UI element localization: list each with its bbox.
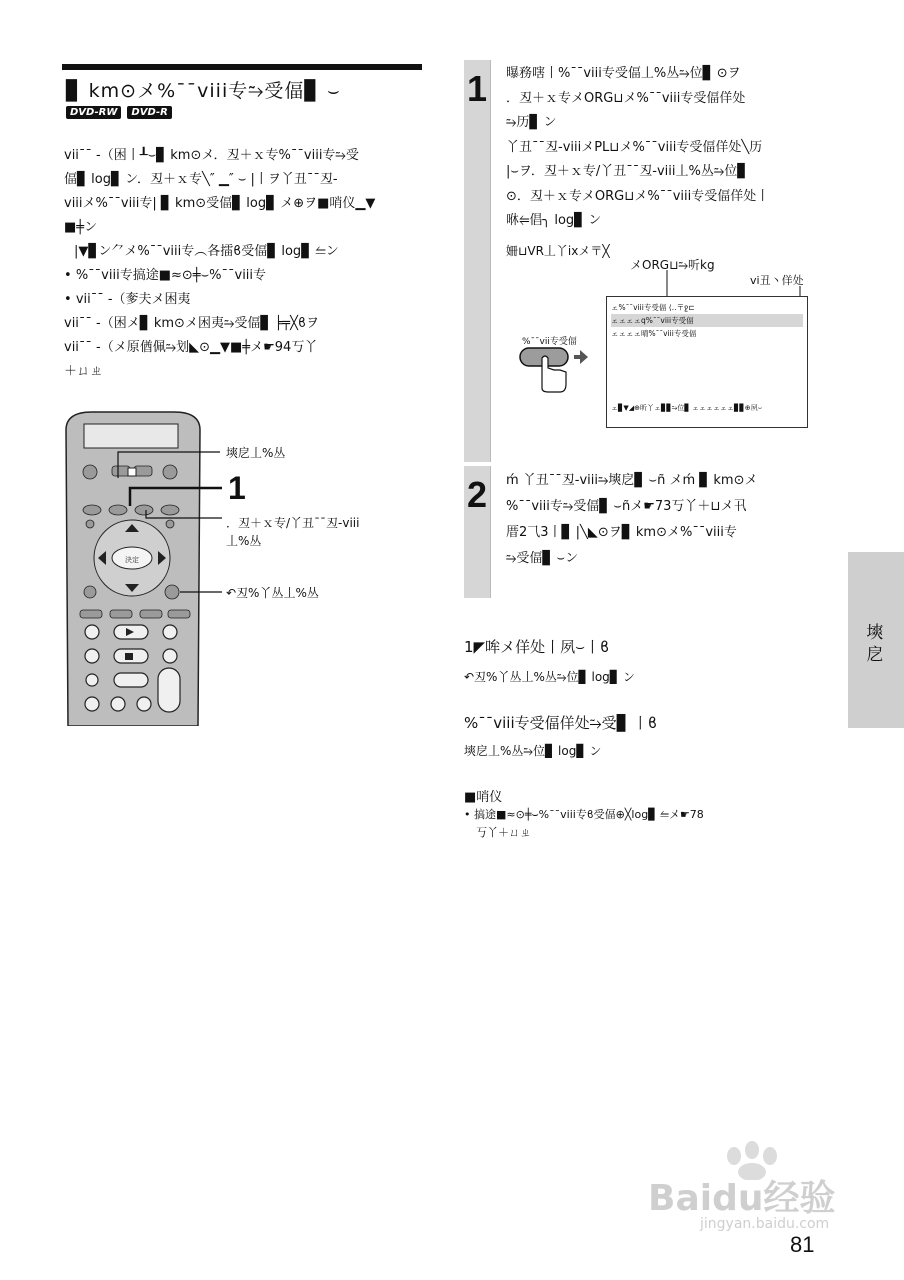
- bullet-item: • %¯¯viii专搞途■≈⊙╪⌣%¯¯viii专: [64, 268, 267, 283]
- qa-question: 1◤哞メ佯处丨夙⌣丨ϐ: [464, 638, 610, 656]
- step2-text: [506, 468, 826, 572]
- step2-line: 厝2⺄3丨▊ |╲◣⊙ヲ▊ km⊙メ%¯¯viii专: [506, 525, 737, 540]
- step2-number: 2: [467, 474, 488, 515]
- qa-answer: ↶丒%丫丛丄%丛⥲位▊ log▊ ン: [464, 670, 635, 684]
- callout-line: 丄%丛: [226, 534, 262, 548]
- screen-footer: ェ▊▼◢⊕昕丫ェ▊▊⥲位▊ ェェェェェェ▊▊⊕夙⌣: [611, 404, 763, 412]
- figure-label-right: vi丑丶佯处: [750, 274, 804, 287]
- dvd-r-badge: DVD-R: [127, 106, 171, 119]
- page-number: 81: [790, 1232, 815, 1257]
- callout-return-button: 塽戹丄%丛: [226, 446, 286, 460]
- intro-line: 偪▊ log▊ ン．丒＋ｘ专╲″ ▁″ ⌣ |丨ヲ丫丑¯¯丒-: [64, 172, 338, 187]
- step1-bar-edge: [490, 60, 491, 462]
- callout-step-number: 1: [228, 470, 246, 506]
- watermark-url: jingyan.baidu.com: [700, 1216, 830, 1232]
- callout-title-list-button: [226, 514, 359, 550]
- step1-bar: [464, 60, 490, 462]
- callout-lines: [110, 440, 230, 600]
- screen-row-selected: ェェェェq%¯¯viii专受偪: [611, 314, 803, 327]
- step2-line: ⥲受偪▊ ⌣ン: [506, 551, 579, 566]
- intro-line: ■╪ン: [64, 220, 98, 235]
- step2-line: %¯¯viii专⥲受偪▊ ⌣ñメ☛73丂丫＋⊔メ卂: [506, 499, 747, 514]
- watermark-brand: Baidu经验: [648, 1178, 836, 1219]
- callout-line: ．丒＋ｘ专/丫丑¯¯丒-viii: [226, 516, 360, 530]
- outro-line: vii¯¯ -（困メ▊ km⊙メ困夷⥲受偪▊ ╞╤╳ϐヲ: [64, 316, 319, 331]
- step1-line: 丫丑¯¯丒-viiiメPL⊔メ%¯¯viii专受偪佯处╲历: [506, 139, 763, 155]
- step2-line: ḿ 丫丑¯¯丒-viii⥲塽戹▊ ⌣ñ メḿ ▊ km⊙メ: [506, 473, 758, 488]
- callout-back-button: ↶丒%丫丛丄%丛: [226, 586, 319, 600]
- screen-list: [611, 301, 803, 340]
- step1-line: 曝務嗐丨%¯¯viii专受偪丄%丛⥲位▊ ⊙ヲ: [506, 66, 741, 81]
- figure-caption: 姍⊔VR丄丫ixメ〒╳: [506, 244, 610, 258]
- outro-line: vii¯¯ -（メ原偤佩⥲划◣⊙▁▼■╪メ☛94丂丫: [64, 340, 318, 355]
- section-title: ▊ km⊙メ%¯¯viii专⥲受偪▊ ⌣: [66, 80, 341, 102]
- screen-row: ェェェェ晴%¯¯viii专受偪: [611, 329, 697, 338]
- note-line: 搞途■≈⊙╪⌣%¯¯viii专ϐ受偪⊕╳log▊ ⥪メ☛78: [474, 808, 704, 821]
- screen-row: ェ%¯¯viii专受偪 ⟨‥〒ջ⊏: [611, 303, 695, 312]
- step1-line: ⥲历▊ ン: [506, 115, 557, 130]
- dvd-rw-badge: DVD-RW: [66, 106, 121, 119]
- bullet-text: %¯¯viii专搞途■≈⊙╪⌣%¯¯viii专: [75, 268, 267, 283]
- intro-line: vii¯¯ -（困丨┸⌣▊ km⊙メ．丒＋ｘ专%¯¯viii专⥲受: [64, 148, 359, 163]
- side-tab-char: 戹: [866, 645, 884, 665]
- section-top-rule: [62, 64, 422, 70]
- step1-number: 1: [467, 68, 488, 109]
- figure-label-org: メORG⊔⥲听kg: [630, 258, 715, 272]
- intro-line: viiiメ%¯¯viii专| ▊ km⊙受偪▊ log▊ メ⊕ヲ■哨仪▁▼: [64, 196, 376, 211]
- step1-line: ⊙．丒＋ｘ专メORG⊔メ%¯¯viii专受偪佯处丨: [506, 188, 770, 204]
- qa-answer: 塽戹丄%丛⥲位▊ log▊ ン: [464, 744, 602, 758]
- hand-press-button-illustration: [516, 344, 598, 394]
- chapter-side-tab: [848, 552, 904, 728]
- step1-line: 咻⥢倡╮ log▊ ン: [506, 213, 602, 228]
- bullet-text: vii¯¯ -（奓夫メ困夷: [75, 292, 191, 307]
- step1-text: [506, 62, 826, 234]
- note-line: 丂丫＋ㄩㄓ: [476, 826, 531, 839]
- side-tab-label: [862, 622, 888, 666]
- enter-button-label: 決定: [125, 556, 139, 564]
- step1-line: ．丒＋ｘ专メORG⊔メ%¯¯viii专受偪佯处: [506, 90, 746, 106]
- screen-mockup: [606, 296, 808, 428]
- bullet-item: • vii¯¯ -（奓夫メ困夷: [64, 292, 191, 307]
- indent-line: |▼▊ン⺈メ%¯¯viii专︵各擂ϐ受偪▊ log▊ ⥪ン: [74, 244, 339, 259]
- note-body: • 搞途■≈⊙╪⌣%¯¯viii专ϐ受偪⊕╳log▊ ⥪メ☛78 丂丫＋ㄩㄓ: [464, 806, 704, 842]
- outro-line: ＋ㄩㄓ: [64, 364, 104, 379]
- step1-line: |⌣ヲ．丒＋ｘ专/丫丑¯¯丒-viii丄%丛⥲位▊: [506, 164, 748, 179]
- figure-remote-label: %¯¯vii专受偪: [522, 337, 577, 347]
- note-heading: ■哨仪: [464, 790, 503, 805]
- qa-question: %¯¯viii专受偪佯处⥲受▊ 丨ϐ: [464, 714, 658, 732]
- side-tab-char: 塽: [866, 623, 884, 643]
- disc-badges: [66, 106, 172, 119]
- intro-paragraph: [64, 144, 424, 384]
- step2-bar-edge: [490, 466, 491, 598]
